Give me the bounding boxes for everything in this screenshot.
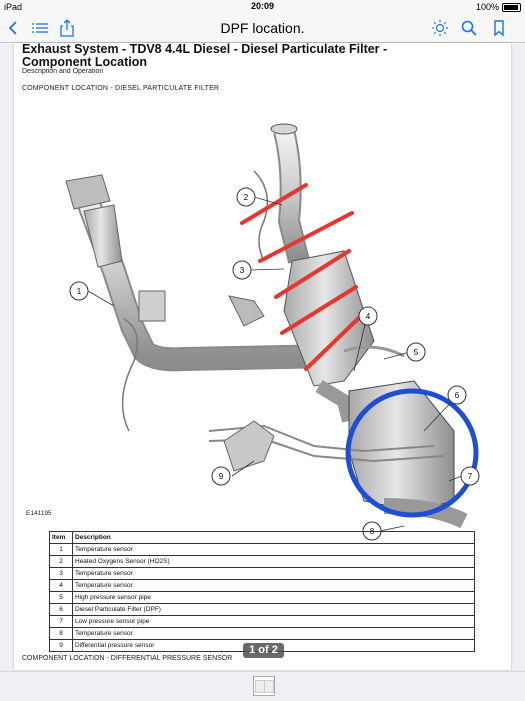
column-header-description: Description — [73, 532, 475, 544]
item-number: 6 — [50, 604, 73, 616]
table-row — [50, 556, 475, 568]
section-heading: COMPONENT LOCATION - DIESEL PARTICULATE FILTER — [22, 85, 220, 92]
pdf-page — [14, 43, 511, 670]
table-row — [50, 544, 475, 556]
callout-9 — [212, 467, 230, 485]
search-icon[interactable] — [459, 18, 479, 38]
item-description: Temperature sensor — [73, 580, 475, 592]
item-description: Heated Oxygens Sensor (HO2S) — [73, 556, 475, 568]
item-number: 3 — [50, 568, 73, 580]
svg-text:3: 3 — [239, 266, 245, 275]
table-row — [50, 616, 475, 628]
component-table — [49, 531, 475, 652]
exhaust-diagram — [14, 101, 511, 536]
table-row — [50, 568, 475, 580]
item-description: Temperature sensor — [73, 628, 475, 640]
svg-text:5: 5 — [413, 348, 419, 357]
svg-text:8: 8 — [369, 527, 375, 536]
battery-percent: 100% — [475, 2, 499, 12]
item-number: 1 — [50, 544, 73, 556]
item-number: 9 — [50, 640, 73, 652]
column-header-item: Item — [50, 532, 73, 544]
item-description: Low pressure sensor pipe — [73, 616, 475, 628]
table-row — [50, 628, 475, 640]
item-description: Differential pressure sensor — [73, 640, 475, 652]
svg-text:6: 6 — [454, 391, 460, 400]
callout-4 — [359, 307, 377, 325]
callout-1 — [70, 282, 88, 300]
item-description: High pressure sensor pipe — [73, 592, 475, 604]
table-row — [50, 592, 475, 604]
callout-2 — [237, 188, 255, 206]
navigation-bar — [0, 14, 525, 43]
status-bar — [0, 0, 525, 14]
table-header-row — [50, 532, 475, 544]
table-row — [50, 604, 475, 616]
page-title: DPF location. — [220, 20, 305, 36]
document-subtitle: Description and Operation — [22, 68, 104, 75]
item-number: 2 — [50, 556, 73, 568]
callout-7 — [461, 467, 479, 485]
svg-text:4: 4 — [365, 312, 371, 321]
item-number: 7 — [50, 616, 73, 628]
item-description: Temperature sensor — [73, 568, 475, 580]
item-description: Diesel Particulate Filter (DPF) — [73, 604, 475, 616]
document-title: Exhaust System - TDV8 4.4L Diesel - Diesel Particulate Filter - Component Location — [22, 42, 388, 69]
callout-3 — [233, 261, 251, 279]
brightness-icon[interactable] — [430, 18, 450, 38]
page-indicator: 1 of 2 — [243, 643, 284, 658]
item-number: 4 — [50, 580, 73, 592]
callout-5 — [407, 343, 425, 361]
svg-text:1: 1 — [76, 287, 82, 296]
svg-text:7: 7 — [467, 472, 473, 481]
table-row — [50, 580, 475, 592]
next-section-heading: COMPONENT LOCATION - DIFFERENTIAL PRESSURE SENSOR — [22, 655, 233, 662]
item-number: 8 — [50, 628, 73, 640]
device-label: iPad — [4, 2, 23, 12]
page-thumbnail[interactable] — [253, 676, 275, 696]
clock: 20:09 — [250, 1, 275, 11]
bookmark-icon[interactable] — [489, 18, 509, 38]
item-number: 5 — [50, 592, 73, 604]
callout-6 — [448, 386, 466, 404]
battery-icon — [502, 3, 521, 12]
svg-text:9: 9 — [218, 472, 224, 481]
svg-text:2: 2 — [243, 193, 249, 202]
figure-id: E141195 — [26, 510, 52, 517]
item-description: Temperature sensor — [73, 544, 475, 556]
exhaust-pipework — [66, 124, 464, 521]
